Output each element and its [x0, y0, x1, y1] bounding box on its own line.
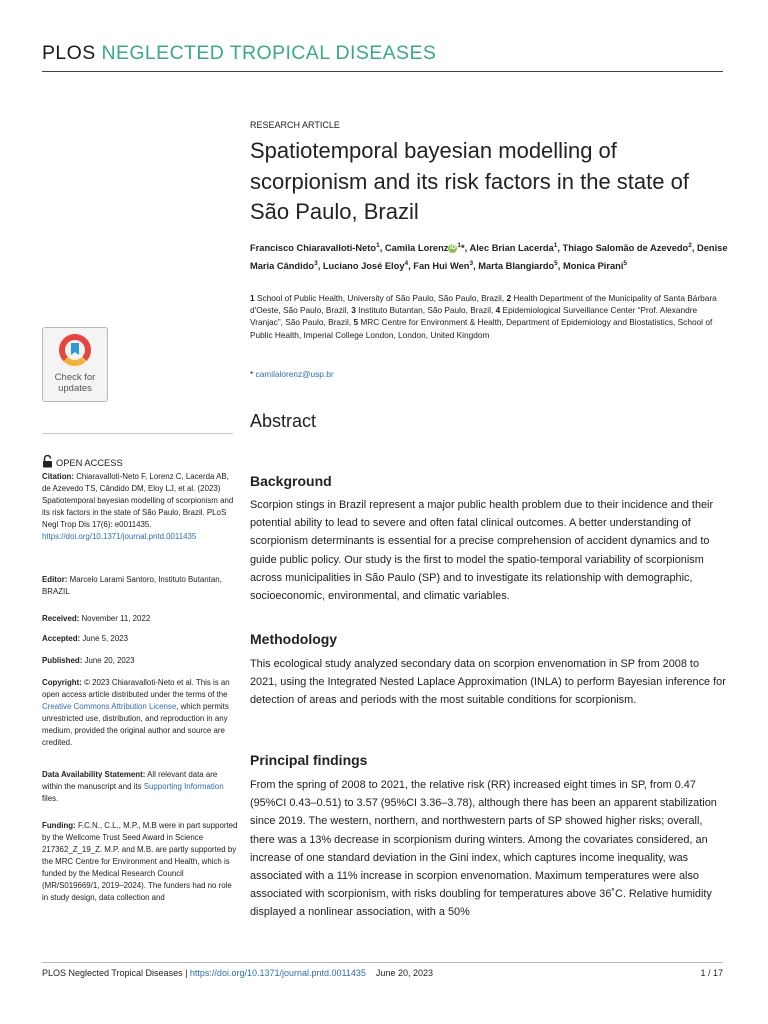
principal-findings-heading: Principal findings — [250, 752, 368, 768]
footer-divider — [42, 962, 723, 963]
funding-block: Funding: F.C.N., C.L., M.P., M.B were in part supported by the Wellcome Trust Seed Award in Science 217362_Z_19_Z. M.P. and M.B. are partly supported by the MRC Centre for Environment and Health, which is funded by the Medical Research Council (MR/S019669/1, 2019–2024). The funders had no role in study design, data collection and — [42, 821, 238, 902]
check-updates-icon — [58, 333, 92, 367]
affiliation-marker: 3 — [469, 260, 474, 268]
author-separator: , — [557, 243, 563, 254]
author-name: Denise Maria Cândido — [250, 243, 728, 272]
author-separator: , — [464, 243, 470, 254]
author-separator: , — [379, 243, 385, 254]
author-list — [250, 238, 730, 274]
sidebar-divider — [42, 433, 233, 434]
author-separator: , — [557, 261, 563, 272]
author-separator: , — [691, 243, 698, 254]
background-heading: Background — [250, 473, 332, 489]
affiliation-number: 5 — [353, 317, 359, 328]
citation-doi-link[interactable]: https://doi.org/10.1371/journal.pntd.0011435 — [42, 532, 197, 541]
affiliation-text: Health Department of the Municipality of Santa Bárbara d'Oeste, São Paulo, Brazil, — [250, 293, 717, 316]
affiliation-text: School of Public Health, University of São Paulo, São Paulo, Brazil, — [256, 293, 507, 303]
corresponding-author: * camilalorenz@usp.br — [250, 369, 334, 379]
page-number: 1 / 17 — [700, 968, 723, 978]
author-separator: , — [473, 261, 479, 272]
journal-logo[interactable] — [42, 42, 436, 65]
abstract-heading: Abstract — [250, 411, 317, 431]
open-lock-icon — [42, 455, 53, 468]
affiliation-number: 3 — [351, 305, 356, 316]
footer-doi-link[interactable]: https://doi.org/10.1371/journal.pntd.0011435 — [189, 968, 366, 978]
orcid-icon[interactable]: iD — [449, 245, 456, 252]
affiliation-marker: 1 — [376, 242, 380, 249]
author-name: Fan Hui Wen — [413, 261, 470, 272]
affiliation-marker: 5 — [623, 260, 628, 268]
header-divider — [42, 71, 723, 72]
copyright-block: Copyright: © 2023 Chiaravalloti-Neto et al. This is an open access article distributed under the terms of the Creative Commons Attribution License, which permits unrestricted use, distribution, and reproduction in any medium, provided the original author and source are credited. — [42, 678, 230, 747]
article-type: RESEARCH ARTICLE — [250, 120, 340, 130]
article-title: Spatiotemporal bayesian modelling of scorpionism and its risk factors in the state of São Paulo, Brazil — [250, 138, 689, 224]
affiliation-marker: 2 — [688, 242, 692, 249]
author-name: Francisco Chiaravalloti-Neto — [250, 243, 377, 254]
data-availability-block: Data Availability Statement: All relevant data are within the manuscript and its Supporting Information files. — [42, 770, 224, 803]
cc-license-link[interactable]: Creative Commons Attribution License — [42, 702, 177, 711]
editor-block: Editor: Marcelo Larami Santoro, Instituto Butantan, BRAZIL — [42, 575, 222, 596]
principal-findings-text: From the spring of 2008 to 2021, the relative risk (RR) increased eight times in SP, from 0.47 (95%CI 0.43–0.51) to 3.57 (95%CI 3.36–3.78), although there has been an apparent stabilization since 2019. The western, northern, and northwestern parts of SP showed higher risks; overall, there was a 13% decrease in scorpionism during winters. Among the covariates considered, an increase of one standard deviation in the Gini index, which captures income inequality, was associated with a 11% increase in scorpion envenomation. Maximum temperatures were also associated with scorpionism, with risks doubling for temperatures above 36˚C. Relative humidity displayed a nonlinear association, with a 50% — [250, 779, 717, 919]
affiliation-number: 4 — [495, 305, 501, 316]
author-name: Camila Lorenz — [384, 243, 449, 254]
check-for-updates-badge[interactable] — [42, 327, 108, 402]
author-name: Alec Brian Lacerda — [469, 243, 554, 254]
affiliation-number: 2 — [506, 293, 512, 303]
published-date: Published: June 20, 2023 — [42, 656, 135, 665]
footer-citation: PLOS Neglected Tropical Diseases | https://doi.org/10.1371/journal.pntd.0011435 June 20, 2023 — [42, 968, 433, 978]
open-access-label[interactable]: OPEN ACCESS — [42, 455, 123, 468]
methodology-heading: Methodology — [250, 631, 338, 647]
affiliation-marker: 1 — [457, 242, 462, 249]
author-name: Marta Blangiardo — [478, 261, 555, 272]
author-name: Monica Pirani — [562, 261, 624, 272]
affiliation-number: 1 — [250, 293, 255, 303]
author-separator: , — [408, 261, 414, 272]
affiliation-marker: 5 — [554, 260, 558, 268]
accepted-date: Accepted: June 5, 2023 — [42, 634, 128, 643]
footer-date: June 20, 2023 — [375, 968, 433, 978]
author-name: Luciano José Eloy — [322, 261, 405, 272]
author-separator: , — [317, 261, 323, 272]
supporting-info-link[interactable]: Supporting Information — [143, 782, 224, 791]
corresponding-marker: * — [461, 243, 465, 254]
affiliation-text: Epidemiological Surveillance Center “Prof. Alexandre Vranjac”, São Paulo, Brazil, — [250, 305, 698, 328]
affiliation-text: MRC Centre for Environment & Health, Department of Epidemiology and Biostatistics, School of Public Health, Imperial College London, London, United Kingdom — [250, 317, 713, 340]
affiliation-marker: 4 — [404, 260, 409, 268]
affiliation-text: Instituto Butantan, São Paulo, Brazil, — [358, 305, 496, 316]
affiliation-marker: 3 — [314, 260, 318, 268]
corresponding-email-link[interactable]: camilalorenz@usp.br — [255, 369, 334, 379]
background-text: Scorpion stings in Brazil represent a major public health problem due to their incidence and their potential ability to lead to severe and often fatal clinical outcomes. A better understanding of scorpionism determinants is essential for a precise comprehension of accident dynamics and to guide public policy. Our study is the first to model the spatio-temporal variability of scorpionism across municipalities in São Paulo (SP) and to investigate its relationship with demographic, socioeconomic, environmental, and climatic variables. — [250, 499, 714, 603]
plos-brand: PLOS — [42, 42, 96, 64]
check-updates-label: Check for updates — [54, 372, 96, 394]
affiliations — [250, 292, 724, 341]
citation-block: Citation: Chiaravalloti-Neto F, Lorenz C, Lacerda AB, de Azevedo TS, Cândido DM, Eloy LJ, et al. (2023) Spatiotemporal bayesian modelling of scorpionism and its risk factors in the state of São Paulo, Brazil. PLoS Negl Trop Dis 17(6): e0011435. https://doi.org/10.1371/journal.pntd.0011435 — [42, 472, 234, 541]
affiliation-marker: 1 — [553, 242, 558, 249]
methodology-text: This ecological study analyzed secondary data on scorpion envenomation in SP from 2008 to 2021, using the Integrated Nested Laplace Approximation (INLA) to perform Bayesian inference for detection of areas and periods with the most suitable conditions for scorpionism. — [250, 658, 726, 707]
journal-name: NEGLECTED TROPICAL DISEASES — [101, 42, 437, 64]
author-name: Thiago Salomão de Azevedo — [562, 243, 689, 254]
received-date: Received: November 11, 2022 — [42, 614, 151, 623]
